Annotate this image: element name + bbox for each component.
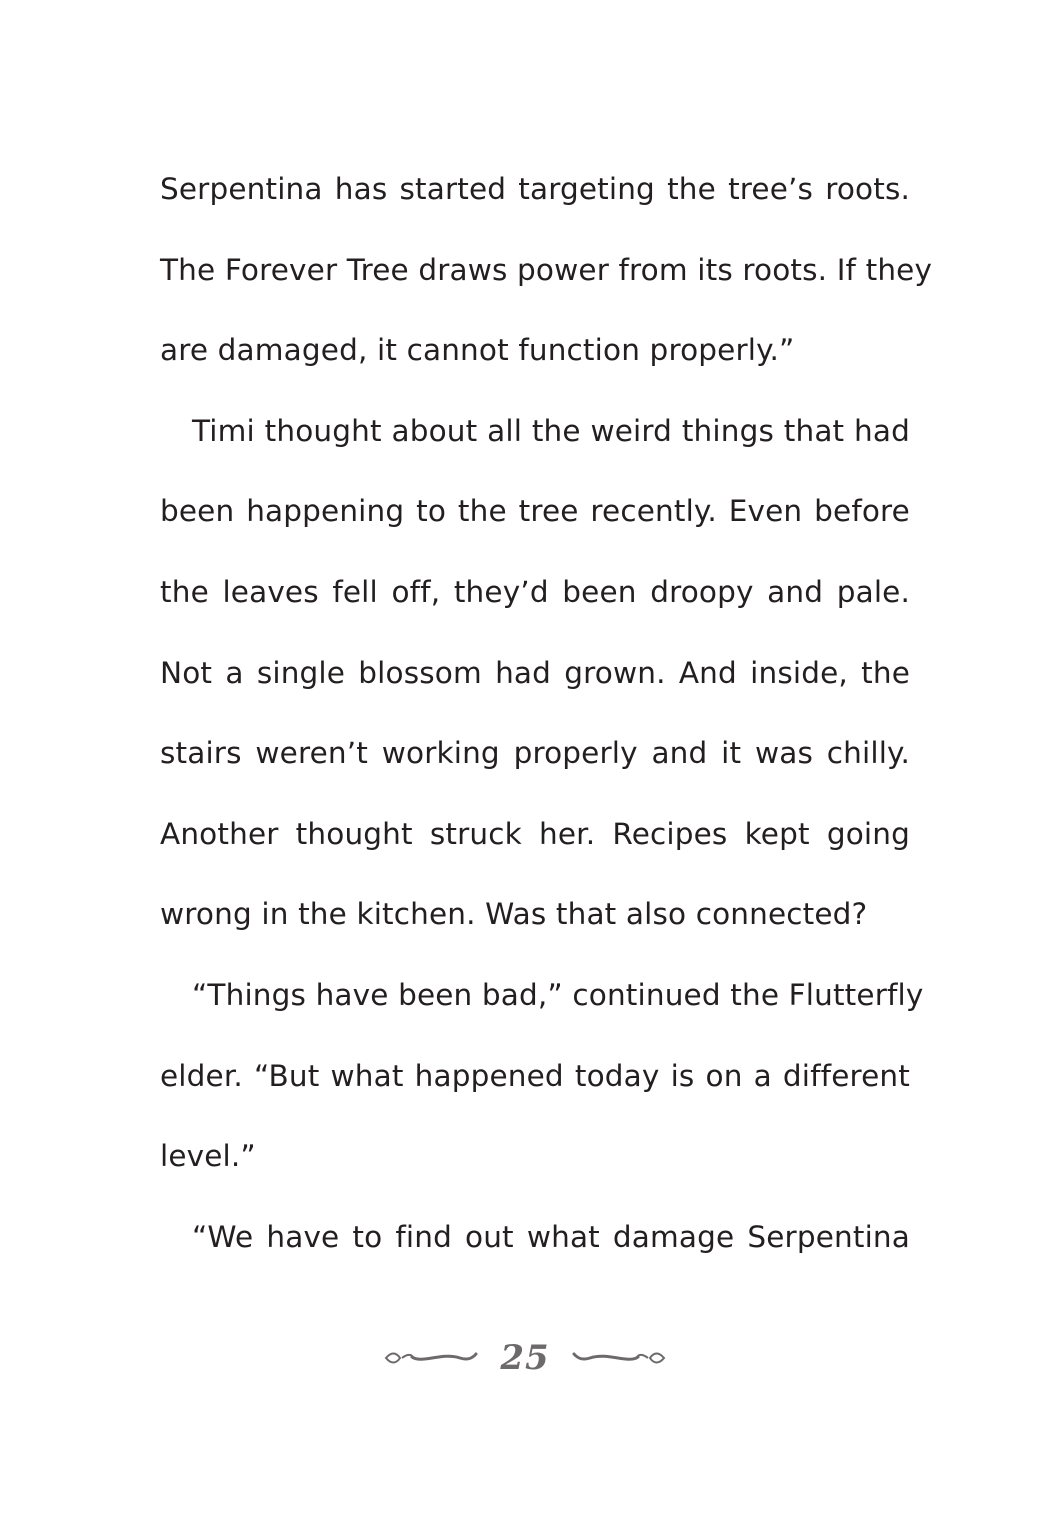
text-line: Serpentina has started targeting the tree’s roots. bbox=[160, 172, 910, 206]
flourish-right-icon bbox=[568, 1346, 668, 1370]
text-line: The Forever Tree draws power from its roots. If they bbox=[160, 252, 933, 287]
page-footer bbox=[0, 1328, 1050, 1388]
text-line: “We have to find out what damage Serpentina bbox=[192, 1219, 910, 1254]
text-line: elder. “But what happened today is on a different bbox=[160, 1058, 910, 1093]
text-line: stairs weren’t working properly and it was chilly. bbox=[160, 736, 910, 771]
text-line: “Things have been bad,” continued the Flutterfly bbox=[192, 977, 924, 1012]
text-line: wrong in the kitchen. Was that also connected? bbox=[160, 897, 868, 932]
text-line: the leaves fell off, they’d been droopy and pale. bbox=[160, 574, 910, 609]
text-line: Another thought struck her. Recipes kept going bbox=[160, 816, 910, 851]
text-line: level.” bbox=[160, 1139, 256, 1174]
text-line: been happening to the tree recently. Even before bbox=[160, 494, 910, 529]
text-line: are damaged, it cannot function properly.” bbox=[160, 333, 795, 368]
page-number: 25 bbox=[500, 1338, 550, 1378]
text-line: Not a single blossom had grown. And inside, the bbox=[160, 655, 910, 690]
text-line: Timi thought about all the weird things that had bbox=[192, 413, 910, 448]
flourish-left-icon bbox=[382, 1346, 482, 1370]
body-text bbox=[160, 162, 933, 1290]
